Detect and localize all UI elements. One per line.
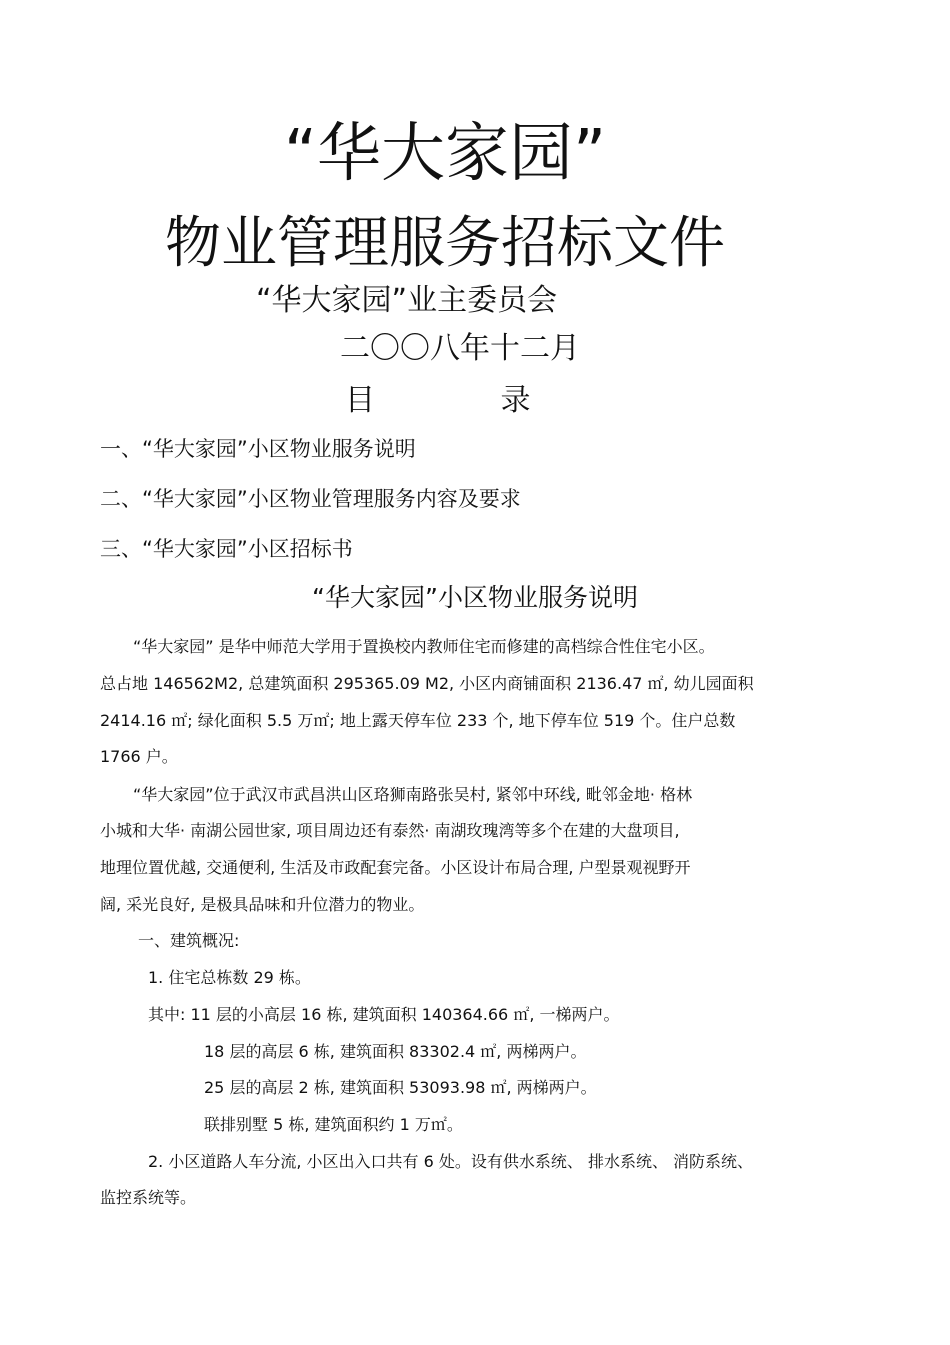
body-line: 其中: 11 层的小高层 16 栋, 建筑面积 140364.66 ㎡, 一梯两户。	[148, 1005, 620, 1024]
body-line: 2. 小区道路人车分流, 小区出入口共有 6 处。设有供水系统、 排水系统、 消防系统、	[148, 1152, 754, 1171]
body-line: 18 层的高层 6 栋, 建筑面积 83302.4 ㎡, 两梯两户。	[204, 1042, 587, 1061]
body-line: 联排别墅 5 栋, 建筑面积约 1 万㎡。	[204, 1115, 463, 1134]
body-line: “华大家园”位于武汉市武昌洪山区珞狮南路张吴村, 紧邻中环线, 毗邻金地· 格林	[133, 785, 693, 804]
cover-committee: “华大家园”业主委员会	[256, 283, 558, 318]
cover-title-line2: 物业管理服务招标文件	[165, 211, 725, 276]
body-line: 监控系统等。	[100, 1188, 197, 1207]
body-line: 小城和大华· 南湖公园世家, 项目周边还有泰然· 南湖玫瑰湾等多个在建的大盘项目,	[100, 821, 680, 840]
body-line: “华大家园” 是华中师范大学用于置换校内教师住宅而修建的高档综合性住宅小区。	[133, 637, 715, 656]
toc-item: 二、“华大家园”小区物业管理服务内容及要求	[100, 487, 521, 511]
body-line: 阔, 采光良好, 是极具品味和升位潜力的物业。	[100, 895, 425, 914]
body-line: 25 层的高层 2 栋, 建筑面积 53093.98 ㎡, 两梯两户。	[204, 1078, 597, 1097]
section-title: “华大家园”小区物业服务说明	[312, 583, 638, 612]
body-line: 1. 住宅总栋数 29 栋。	[148, 968, 311, 987]
toc-item: 三、“华大家园”小区招标书	[100, 537, 353, 561]
cover-title-line1: “华大家园”	[283, 117, 607, 191]
body-line: 1766 户。	[100, 747, 178, 766]
body-line: 地理位置优越, 交通便利, 生活及市政配套完备。小区设计布局合理, 户型景观视野开	[100, 858, 691, 877]
toc-item: 一、“华大家园”小区物业服务说明	[100, 437, 416, 461]
body-line: 总占地 146562M2, 总建筑面积 295365.09 M2, 小区内商铺面积 2136.47 ㎡, 幼儿园面积	[100, 674, 754, 693]
toc-heading: 目 录	[345, 383, 589, 418]
cover-date: 二〇〇八年十二月	[340, 331, 580, 366]
subsection-heading: 一、建筑概况:	[138, 931, 240, 950]
body-line: 2414.16 ㎡; 绿化面积 5.5 万㎡; 地上露天停车位 233 个, 地下停车位 519 个。住户总数	[100, 711, 736, 730]
